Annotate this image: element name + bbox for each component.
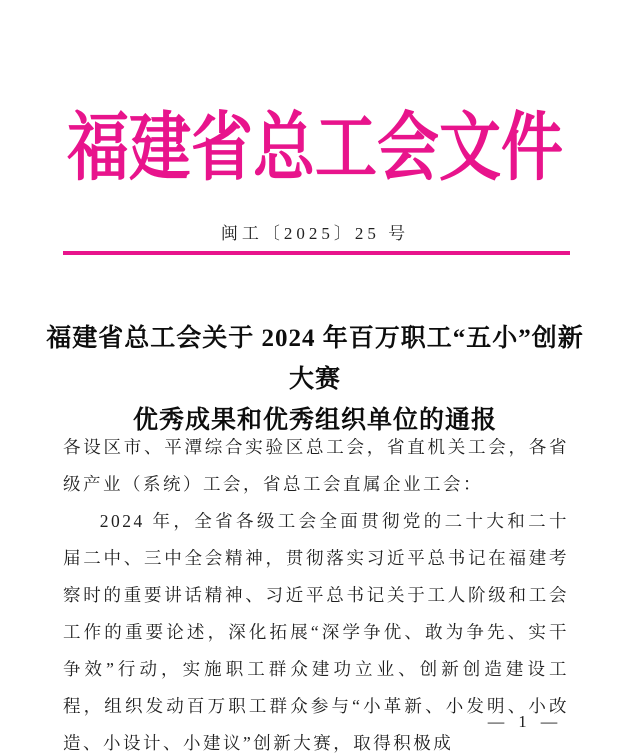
masthead-title: 福建省总工会文件	[66, 108, 563, 190]
divider-rule	[63, 251, 570, 255]
document-title-line1: 福建省总工会关于 2024 年百万职工“五小”创新大赛	[46, 325, 584, 393]
page-number: — 1 —	[487, 712, 563, 731]
document-body	[63, 429, 569, 753]
document-title-line2: 优秀成果和优秀组织单位的通报	[132, 407, 497, 434]
salutation-paragraph: 各设区市、平潭综合实验区总工会，省直机关工会，各省级产业（系统）工会，省总工会直属企业工会：	[63, 437, 569, 494]
document-number: 闽工〔2025〕25 号	[220, 224, 410, 243]
body-paragraph: 2024 年，全省各级工会全面贯彻党的二十大和二十届二中、三中全会精神，贯彻落实习近平总书记在福建考察时的重要讲话精神、习近平总书记关于工人阶级和工会工作的重要论述，深化拓展“深学争优、敢为争先、实干争效”行动，实施职工群众建功立业、创新创造建设工程，组织发动百万职工群众参与“小革新、小发明、小改造、小设计、小建议”创新大赛，取得积极成	[63, 511, 569, 753]
document-title	[38, 318, 592, 441]
